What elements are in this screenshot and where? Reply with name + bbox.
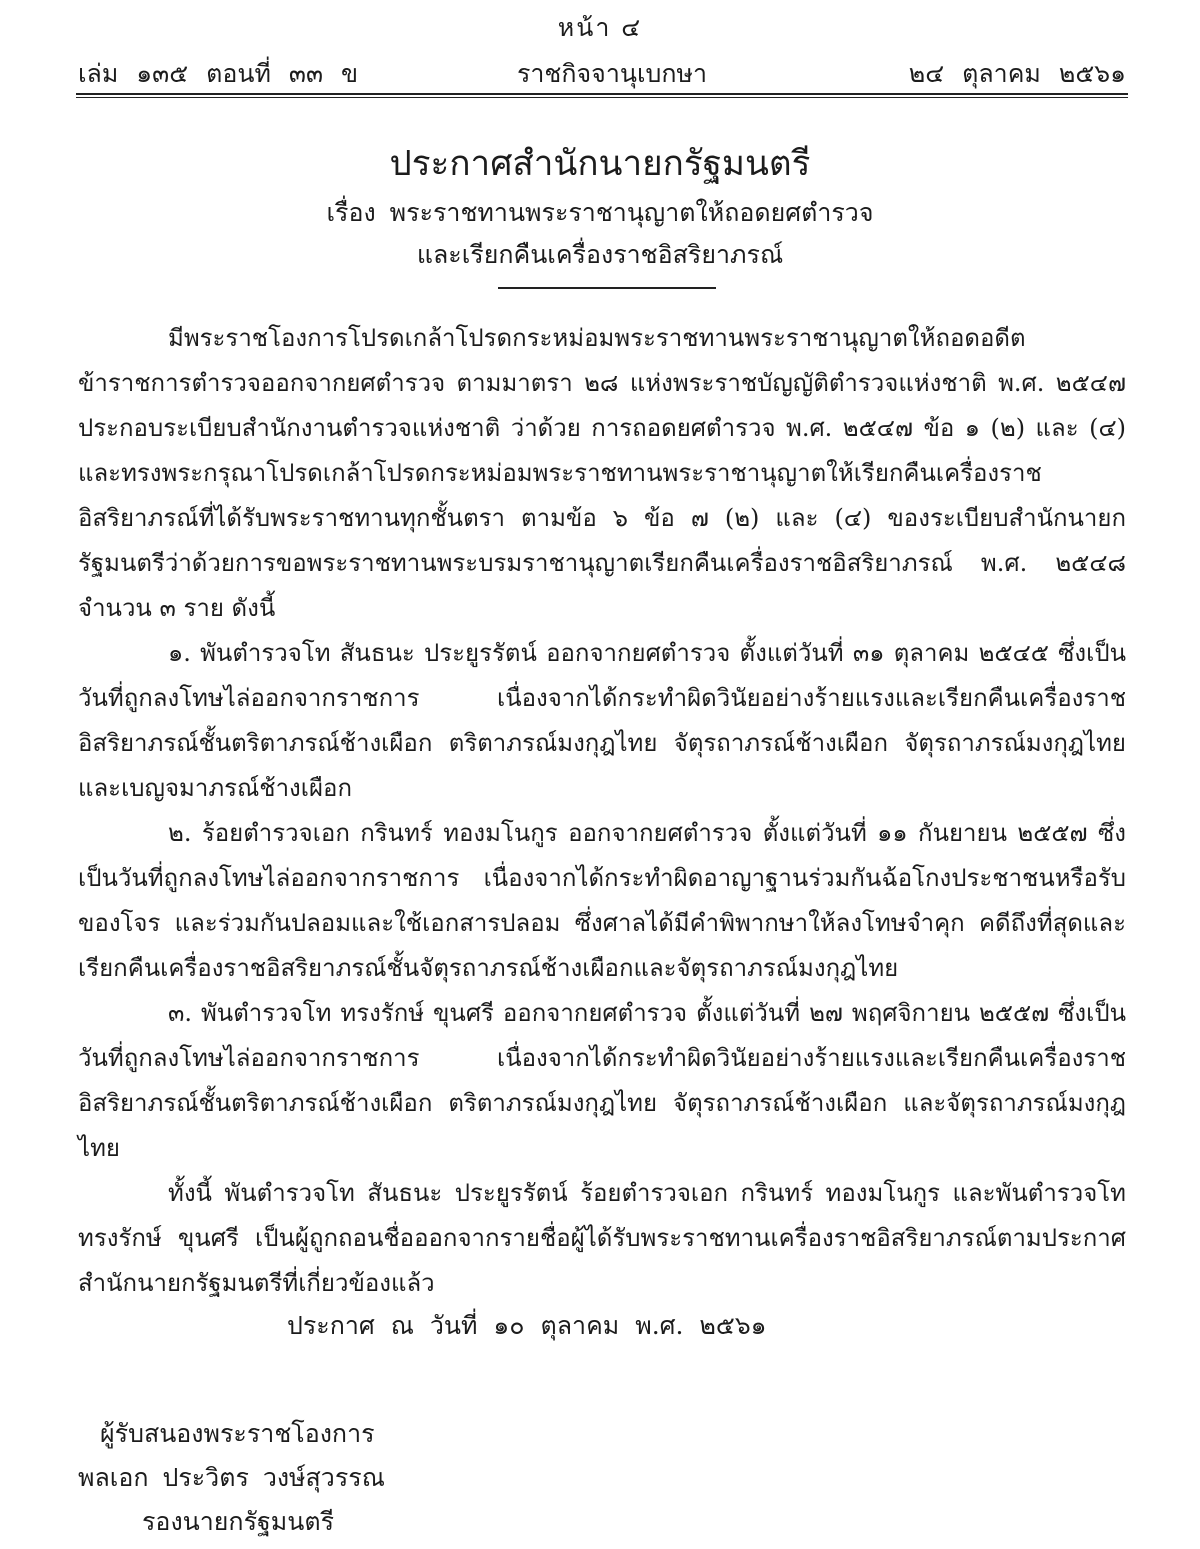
- subject-line-2: และเรียกคืนเครื่องราชอิสริยาภรณ์: [416, 240, 784, 269]
- volume-issue: เล่ม ๑๓๕ ตอนที่ ๓๓ ข: [78, 59, 359, 88]
- page-number: หน้า ๔: [557, 13, 643, 42]
- announcement-title: ประกาศสำนักนายกรัฐมนตรี: [389, 144, 811, 184]
- gazette-name: ราชกิจจานุเบกษา: [516, 59, 708, 88]
- gazette-date: ๒๔ ตุลาคม ๒๕๖๑: [908, 59, 1126, 88]
- announcement-date: ประกาศ ณ วันที่ ๑๐ ตุลาคม พ.ศ. ๒๕๖๑: [287, 1311, 767, 1340]
- announcement-subject: [0, 192, 1200, 276]
- announcement-body: [78, 316, 1126, 1306]
- body-paragraph-item-1: ๑. พันตำรวจโท สันธนะ ประยูรรัตน์ ออกจากยศตำรวจ ตั้งแต่วันที่ ๓๑ ตุลาคม ๒๕๔๕ ซึ่งเป็นวันที่ถูกลงโทษไล่ออกจากราชการ เนื่องจากได้กระทำผิดวินัยอย่างร้ายแรงและเรียกคืนเครื่องราชอิสริยาภรณ์ชั้นตริตาภรณ์ช้างเผือก ตริตาภรณ์มงกุฎไทย จัตุรถาภรณ์ช้างเผือก จัตุรถาภรณ์มงกุฎไทย และเบญจมาภรณ์ช้างเผือก: [78, 639, 1126, 802]
- signature-block: [78, 1412, 385, 1544]
- body-paragraph-intro: มีพระราชโองการโปรดเกล้าโปรดกระหม่อมพระราชทานพระราชานุญาตให้ถอดอดีตข้าราชการตำรวจออกจากยศตำรวจ ตามมาตรา ๒๘ แห่งพระราชบัญญัติตำรวจแห่งชาติ พ.ศ. ๒๕๔๗ ประกอบระเบียบสำนักงานตำรวจแห่งชาติ ว่าด้วย การถอดยศตำรวจ พ.ศ. ๒๕๔๗ ข้อ ๑ (๒) และ (๔) และทรงพระกรุณาโปรดเกล้าโปรดกระหม่อมพระราชทานพระราชานุญาตให้เรียกคืนเครื่องราชอิสริยาภรณ์ที่ได้รับพระราชทานทุกชั้นตรา ตามข้อ ๖ ข้อ ๗ (๒) และ (๔) ของระเบียบสำนักนายกรัฐมนตรีว่าด้วยการขอพระราชทานพระบรมราชานุญาตเรียกคืนเครื่องราชอิสริยาภรณ์ พ.ศ. ๒๕๔๘ จำนวน ๓ ราย ดังนี้: [78, 324, 1126, 622]
- signatory-position: รองนายกรัฐมนตรี: [142, 1507, 335, 1536]
- subject-line-1: เรื่อง พระราชทานพระราชานุญาตให้ถอดยศตำรวจ: [326, 198, 874, 227]
- signatory-name: พลเอก ประวิตร วงษ์สุวรรณ: [78, 1463, 385, 1492]
- body-paragraph-item-3: ๓. พันตำรวจโท ทรงรักษ์ ขุนศรี ออกจากยศตำรวจ ตั้งแต่วันที่ ๒๗ พฤศจิกายน ๒๕๕๗ ซึ่งเป็นวันที่ถูกลงโทษไล่ออกจากราชการ เนื่องจากได้กระทำผิดวินัยอย่างร้ายแรงและเรียกคืนเครื่องราชอิสริยาภรณ์ชั้นตริตาภรณ์ช้างเผือก ตริตาภรณ์มงกุฎไทย จัตุรถาภรณ์ช้างเผือก และจัตุรถาภรณ์มงกุฎไทย: [78, 999, 1126, 1162]
- title-divider: [498, 287, 716, 289]
- body-paragraph-item-2: ๒. ร้อยตำรวจเอก กรินทร์ ทองมโนกูร ออกจากยศตำรวจ ตั้งแต่วันที่ ๑๑ กันยายน ๒๕๕๗ ซึ่งเป็นวันที่ถูกลงโทษไล่ออกจากราชการ เนื่องจากได้กระทำผิดอาญาฐานร่วมกันฉ้อโกงประชาชนหรือรับของโจร และร่วมกันปลอมและใช้เอกสารปลอม ซึ่งศาลได้มีคำพิพากษาให้ลงโทษจำคุก คดีถึงที่สุดและเรียกคืนเครื่องราชอิสริยาภรณ์ชั้นจัตุรถาภรณ์ช้างเผือกและจัตุรถาภรณ์มงกุฎไทย: [78, 819, 1127, 982]
- gazette-header: [78, 54, 1126, 88]
- header-divider: [76, 93, 1128, 98]
- countersign-label: ผู้รับสนองพระราชโองการ: [100, 1419, 375, 1448]
- body-paragraph-conclusion: ทั้งนี้ พันตำรวจโท สันธนะ ประยูรรัตน์ ร้อยตำรวจเอก กรินทร์ ทองมโนกูร และพันตำรวจโท ทรงรักษ์ ขุนศรี เป็นผู้ถูกถอนชื่อออกจากรายชื่อผู้ได้รับพระราชทานเครื่องราชอิสริยาภรณ์ตามประกาศสำนักนายกรัฐมนตรีที่เกี่ยวข้องแล้ว: [78, 1179, 1126, 1297]
